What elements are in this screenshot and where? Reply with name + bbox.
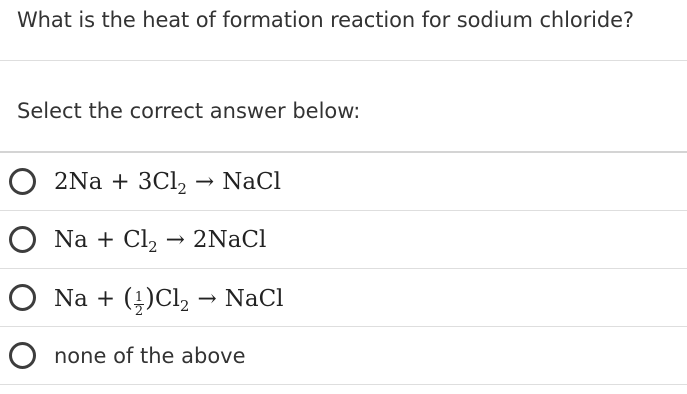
answer-option-label: $2Na + 3Cl_2$ → NaCl — [54, 169, 281, 198]
answer-option-4[interactable] — [0, 327, 687, 385]
answer-option-label: none of the above — [54, 344, 246, 368]
fraction-one-half: $\frac{1}{2}$ — [134, 290, 144, 319]
answer-option-label: Na + ( $\frac{1}{2}$ )$Cl_2$ → NaCl — [54, 283, 284, 319]
radio-button[interactable] — [9, 284, 36, 311]
answer-option-1[interactable] — [0, 153, 687, 211]
radio-button[interactable] — [9, 342, 36, 369]
radio-button[interactable] — [9, 168, 36, 195]
answer-options — [0, 153, 687, 385]
answer-prompt: Select the correct answer below: — [17, 99, 361, 123]
radio-button[interactable] — [9, 226, 36, 253]
answer-option-2[interactable] — [0, 211, 687, 269]
answer-option-label: $Na + Cl_2$ → 2NaCl — [54, 227, 267, 256]
question-text: What is the heat of formation reaction for sodium chloride? — [17, 8, 634, 32]
answer-option-3[interactable] — [0, 269, 687, 327]
divider — [0, 60, 687, 61]
